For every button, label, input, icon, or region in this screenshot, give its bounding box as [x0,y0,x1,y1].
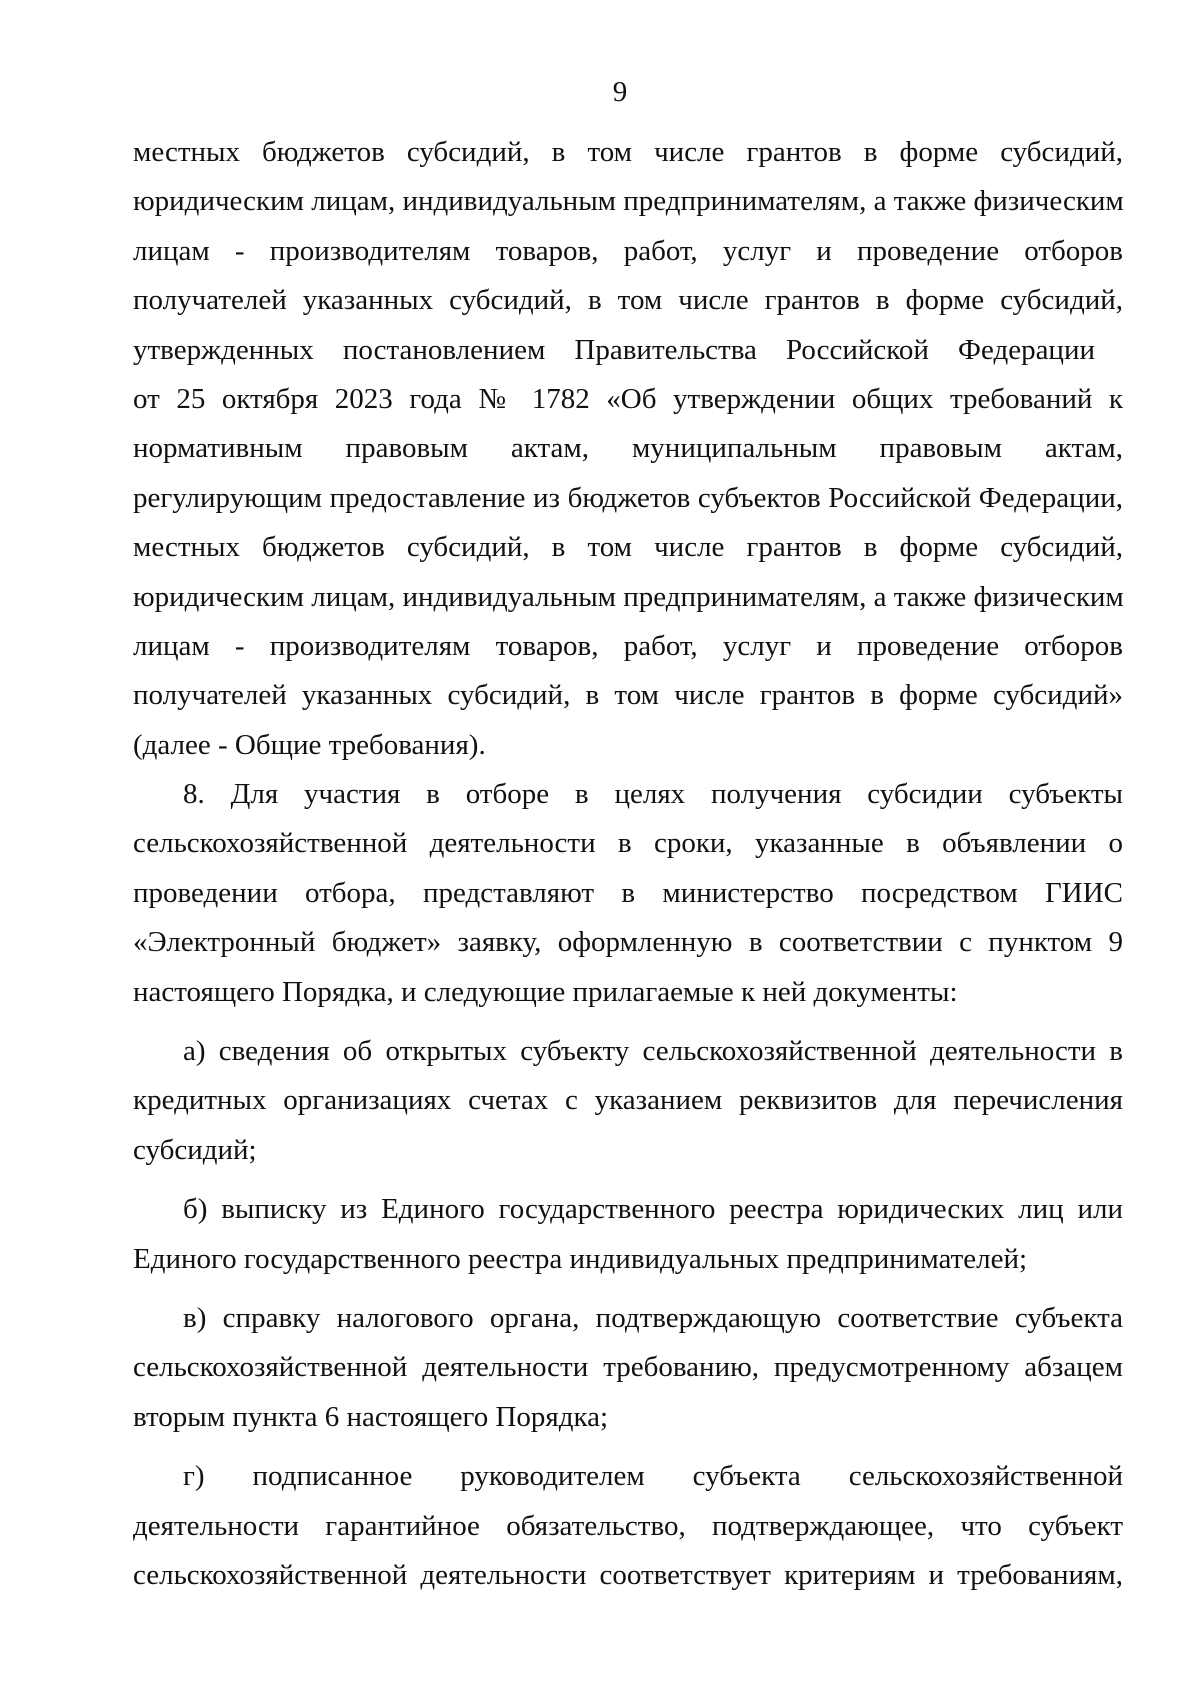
text-line: регулирующим предоставление из бюджетов субъектов Российской Федерации, [133,481,1123,514]
text-line: проведении отбора, представляют в министерство посредством ГИИС [133,876,1123,909]
text-line: деятельности гарантийное обязательство, подтверждающее, что субъект [133,1509,1123,1542]
document-body [133,132,1123,1604]
paragraph-item-g [133,1456,1123,1604]
text-line: получателей указанных субсидий, в том числе грантов в форме субсидий» [133,679,1123,712]
text-line: сельскохозяйственной деятельности требованию, предусмотренному абзацем [133,1351,1123,1384]
text-line: 8. Для участия в отборе в целях получения субсидии субъекты [183,778,1123,811]
paragraph-item-b [133,1189,1123,1288]
text-line: субсидий; [133,1133,257,1166]
text-line: сельскохозяйственной деятельности в сроки, указанные в объявлении о [133,827,1123,860]
text-line: местных бюджетов субсидий, в том числе грантов в форме субсидий, [133,531,1123,564]
text-line: лицам - производителям товаров, работ, услуг и проведение отборов [133,234,1123,267]
text-line: Единого государственного реестра индивидуальных предпринимателей; [133,1242,1028,1275]
text-line: а) сведения об открытых субъекту сельскохозяйственной деятельности в [183,1035,1123,1068]
text-line: получателей указанных субсидий, в том числе грантов в форме субсидий, [133,284,1123,317]
text-line: б) выписку из Единого государственного реестра юридических лиц или [183,1193,1123,1226]
paragraph-item-a [133,1031,1123,1179]
text-line: местных бюджетов субсидий, в том числе грантов в форме субсидий, [133,136,1123,168]
paragraph-item-v [133,1298,1123,1446]
text-line: юридическим лицам, индивидуальным предпринимателям, а также физическим [133,185,1124,218]
text-line: нормативным правовым актам, муниципальным правовым актам, [133,432,1123,465]
text-line: утвержденных постановлением Правительства Российской Федерации [133,333,1095,366]
text-line: лицам - производителям товаров, работ, услуг и проведение отборов [133,629,1123,662]
text-line: «Электронный бюджет» заявку, оформленную в соответствии с пунктом 9 [133,926,1123,959]
page-number: 9 [612,76,628,108]
text-line: кредитных организациях счетах с указанием реквизитов для перечисления [133,1084,1123,1117]
text-line: от 25 октября 2023 года № 1782 «Об утверждении общих требований к [133,382,1123,415]
text-line: (далее - Общие требования). [133,728,486,761]
text-line: в) справку налогового органа, подтверждающую соответствие субъекта [183,1301,1123,1334]
paragraph-general-requirements [133,132,1123,774]
text-line: вторым пункта 6 настоящего Порядка; [133,1400,609,1433]
text-line: юридическим лицам, индивидуальным предпринимателям, а также физическим [133,580,1124,613]
text-line: г) подписанное руководителем субъекта сельскохозяйственной [183,1460,1123,1493]
text-line: настоящего Порядка, и следующие прилагаемые к ней документы: [133,975,958,1008]
text-line: сельскохозяйственной деятельности соответствует критериям и требованиям, [133,1558,1123,1591]
paragraph-item-8 [133,774,1123,1021]
